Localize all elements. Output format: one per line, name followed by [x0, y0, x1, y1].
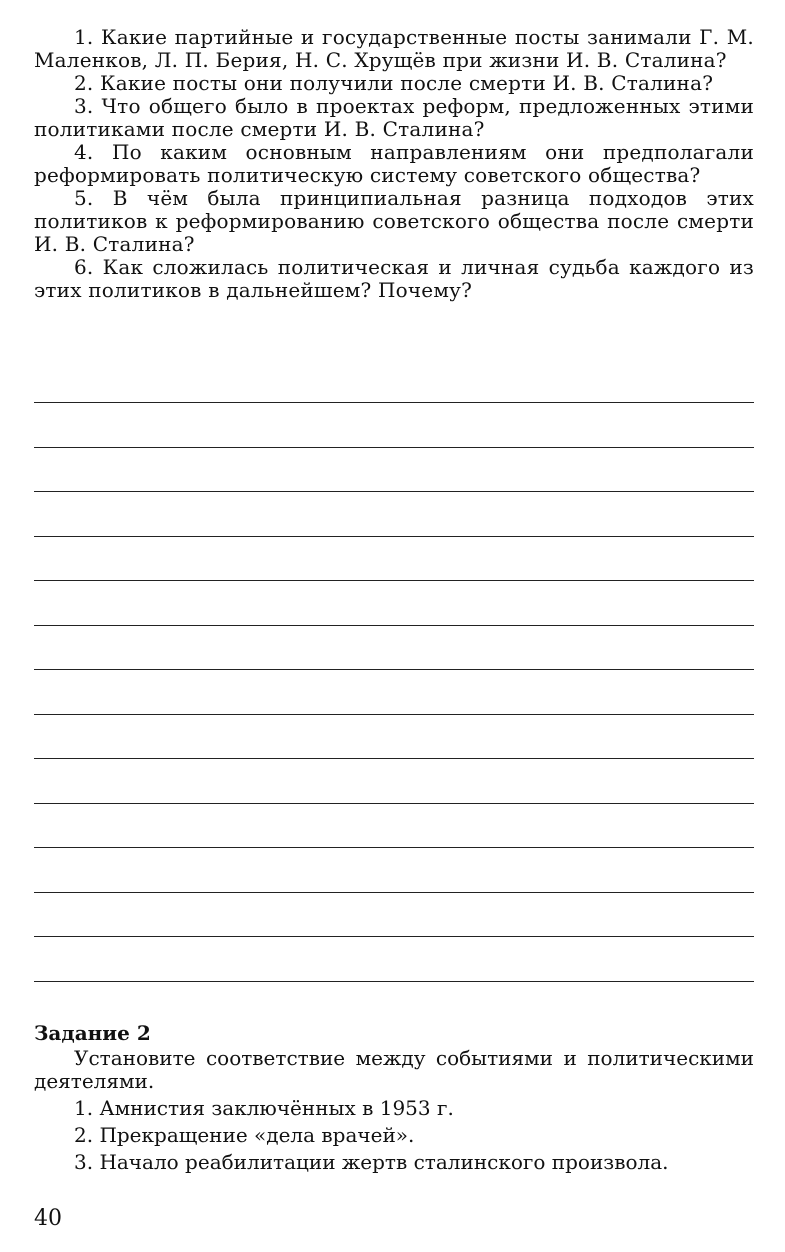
answer-line[interactable] [34, 936, 754, 937]
answer-line[interactable] [34, 447, 754, 448]
answer-lines [34, 402, 754, 1025]
answer-line[interactable] [34, 892, 754, 893]
page-number: 40 [34, 1206, 62, 1231]
task-item-3: 3. Начало реабилитации жертв сталинского произвола. [74, 1150, 669, 1174]
task-title: Задание 2 [34, 1021, 151, 1045]
answer-line[interactable] [34, 758, 754, 759]
task-item-1: 1. Амнистия заключённых в 1953 г. [74, 1096, 454, 1120]
question-4: 4. По каким основным направлениям они предполагали реформировать политическую систему советского общества? [34, 140, 754, 187]
question-3: 3. Что общего было в проектах реформ, предложенных этими политиками после смерти И. В. Сталина? [34, 94, 754, 141]
task-2 [34, 1022, 754, 1174]
answer-line[interactable] [34, 803, 754, 804]
answer-line[interactable] [34, 580, 754, 581]
answer-line[interactable] [34, 402, 754, 403]
answer-line[interactable] [34, 981, 754, 982]
answer-line[interactable] [34, 714, 754, 715]
question-5: 5. В чём была принципиальная разница подходов этих политиков к реформированию советского общества после смерти И. В. Сталина? [34, 186, 754, 256]
question-1: 1. Какие партийные и государственные посты занимали Г. М. Маленков, Л. П. Берия, Н. С. Хрущёв при жизни И. В. Сталина? [34, 25, 754, 72]
answer-line[interactable] [34, 847, 754, 848]
question-2: 2. Какие посты они получили после смерти И. В. Сталина? [74, 71, 714, 95]
question-list [34, 26, 754, 302]
answer-line[interactable] [34, 669, 754, 670]
task-item-2: 2. Прекращение «дела врачей». [74, 1123, 415, 1147]
answer-line[interactable] [34, 491, 754, 492]
answer-line[interactable] [34, 625, 754, 626]
answer-line[interactable] [34, 536, 754, 537]
question-6: 6. Как сложилась политическая и личная судьба каждого из этих политиков в дальнейшем? Почему? [34, 255, 754, 302]
task-intro: Установите соответствие между событиями и политическими деятелями. [34, 1046, 754, 1093]
